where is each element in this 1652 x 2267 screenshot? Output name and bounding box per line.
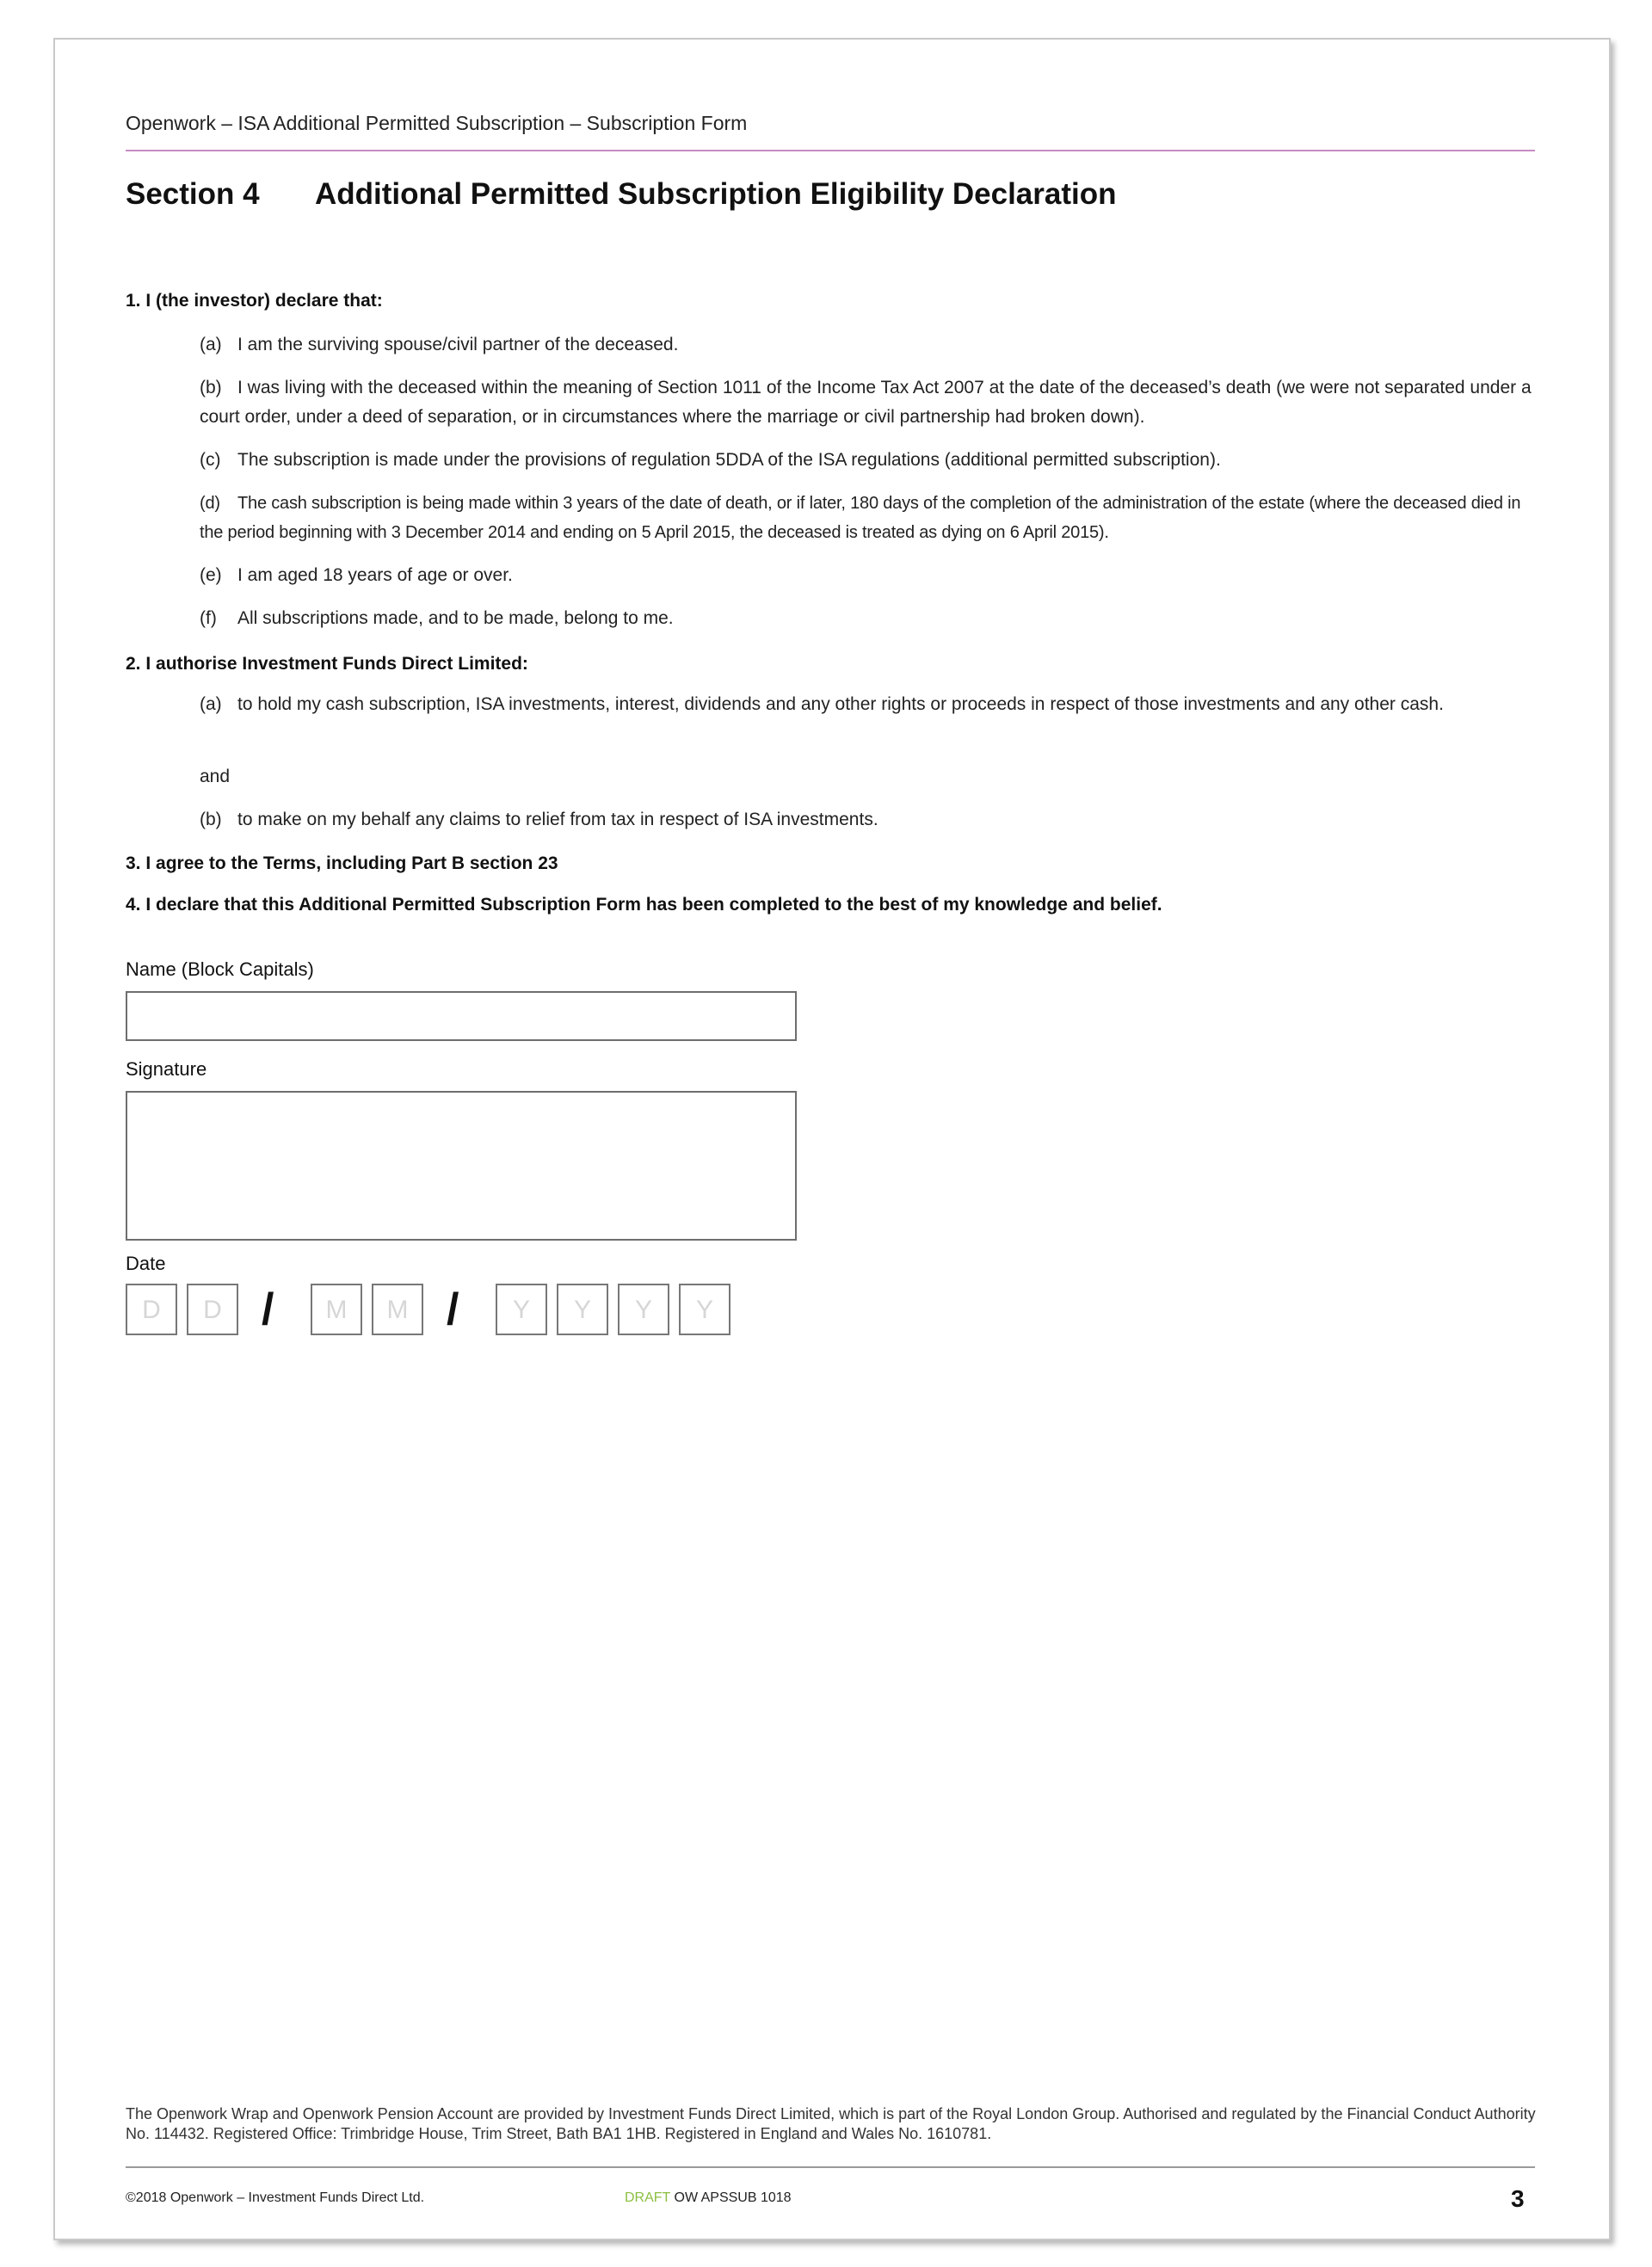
date-separator-1: / [262,1284,274,1334]
item-label: (e) [200,565,222,585]
item-text: to hold my cash subscription, ISA investments, interest, dividends and any other rights or proceeds in respect of those investments and any other cash. [237,694,1444,714]
footer-regulatory-note: The Openwork Wrap and Openwork Pension Account are provided by Investment Funds Direct Limited, which is part of the Royal London Group. Authorised and regulated by the Financial Conduct Authority No. 114432. Registered Office: Trimbridge House, Trim Street, Bath BA1 1HB. Registered in England and Wales No. 1610781. [126,2105,1536,2142]
declaration-1d [200,489,1547,547]
date-year-box-1[interactable]: Y [496,1284,547,1335]
date-month-box-1[interactable]: M [311,1284,362,1335]
section-number: Section 4 [126,177,260,211]
item-label: (b) [200,810,222,829]
item-text: The cash subscription is being made within 3 years of the date of death, or if later, 180 days of the completion of the administration of the estate (where the deceased died in the period beginning with 3 December 2014 and ending on 5 April 2015, the deceased is treated as dying on 6 April 2015). [200,494,1521,542]
declaration-1-heading: 1. I (the investor) declare that: [126,291,383,311]
declaration-4: 4. I declare that this Additional Permitted Subscription Form has been completed to the best of my knowledge and belief. [126,895,1162,915]
declaration-1c [200,446,1547,475]
signature-box[interactable] [126,1091,797,1241]
footer-copyright: ©2018 Openwork – Investment Funds Direct Ltd. [126,2190,425,2205]
document-code: OW APSSUB 1018 [674,2190,792,2205]
item-text: All subscriptions made, and to be made, belong to me. [237,608,674,628]
declaration-3: 3. I agree to the Terms, including Part B section 23 [126,853,558,873]
name-label: Name (Block Capitals) [126,958,314,980]
date-year-box-2[interactable]: Y [557,1284,608,1335]
date-day-box-1[interactable]: D [126,1284,177,1335]
section-title: Additional Permitted Subscription Eligibility Declaration [315,177,1117,211]
date-year-box-4[interactable]: Y [679,1284,730,1335]
page-number: 3 [1511,2185,1525,2212]
declaration-1b [200,373,1547,432]
item-text: I am aged 18 years of age or over. [237,565,513,585]
declaration-1a [200,330,1547,360]
document-header-title: Openwork – ISA Additional Permitted Subscription – Subscription Form [126,112,748,134]
item-text: The subscription is made under the provisions of regulation 5DDA of the ISA regulations (additional permitted subscription). [237,450,1221,470]
item-label: (a) [200,694,222,714]
item-label: (a) [200,335,222,354]
item-text: I am the surviving spouse/civil partner of the deceased. [237,335,679,354]
header-divider [126,150,1535,151]
date-separator-2: / [447,1284,459,1334]
date-month-box-2[interactable]: M [372,1284,423,1335]
document-page [53,38,1611,2240]
item-text: to make on my behalf any claims to relief from tax in respect of ISA investments. [237,810,878,829]
date-day-box-2[interactable]: D [187,1284,238,1335]
item-label: (f) [200,608,217,628]
footer-divider [126,2166,1535,2168]
footer-document-code [625,2190,792,2206]
declaration-2-heading: 2. I authorise Investment Funds Direct Limited: [126,654,528,674]
item-label: (c) [200,450,221,470]
item-label: (b) [200,378,222,397]
date-label: Date [126,1253,166,1274]
declaration-2b [200,805,1547,835]
declaration-2-and: and [200,767,231,786]
signature-label: Signature [126,1058,207,1080]
declaration-2a [200,690,1547,719]
declaration-1f [200,604,1547,633]
item-text: I was living with the deceased within the meaning of Section 1011 of the Income Tax Act 2007 at the date of the deceased’s death (we were not separated under a court order, under a deed of separation, or in circumstances where the marriage or civil partnership had broken down). [200,378,1532,427]
declaration-1e [200,561,1547,590]
date-input-group [126,1284,745,1339]
draft-label: DRAFT [625,2190,671,2205]
date-year-box-3[interactable]: Y [618,1284,669,1335]
item-label: (d) [200,494,220,513]
name-input[interactable] [126,991,797,1041]
